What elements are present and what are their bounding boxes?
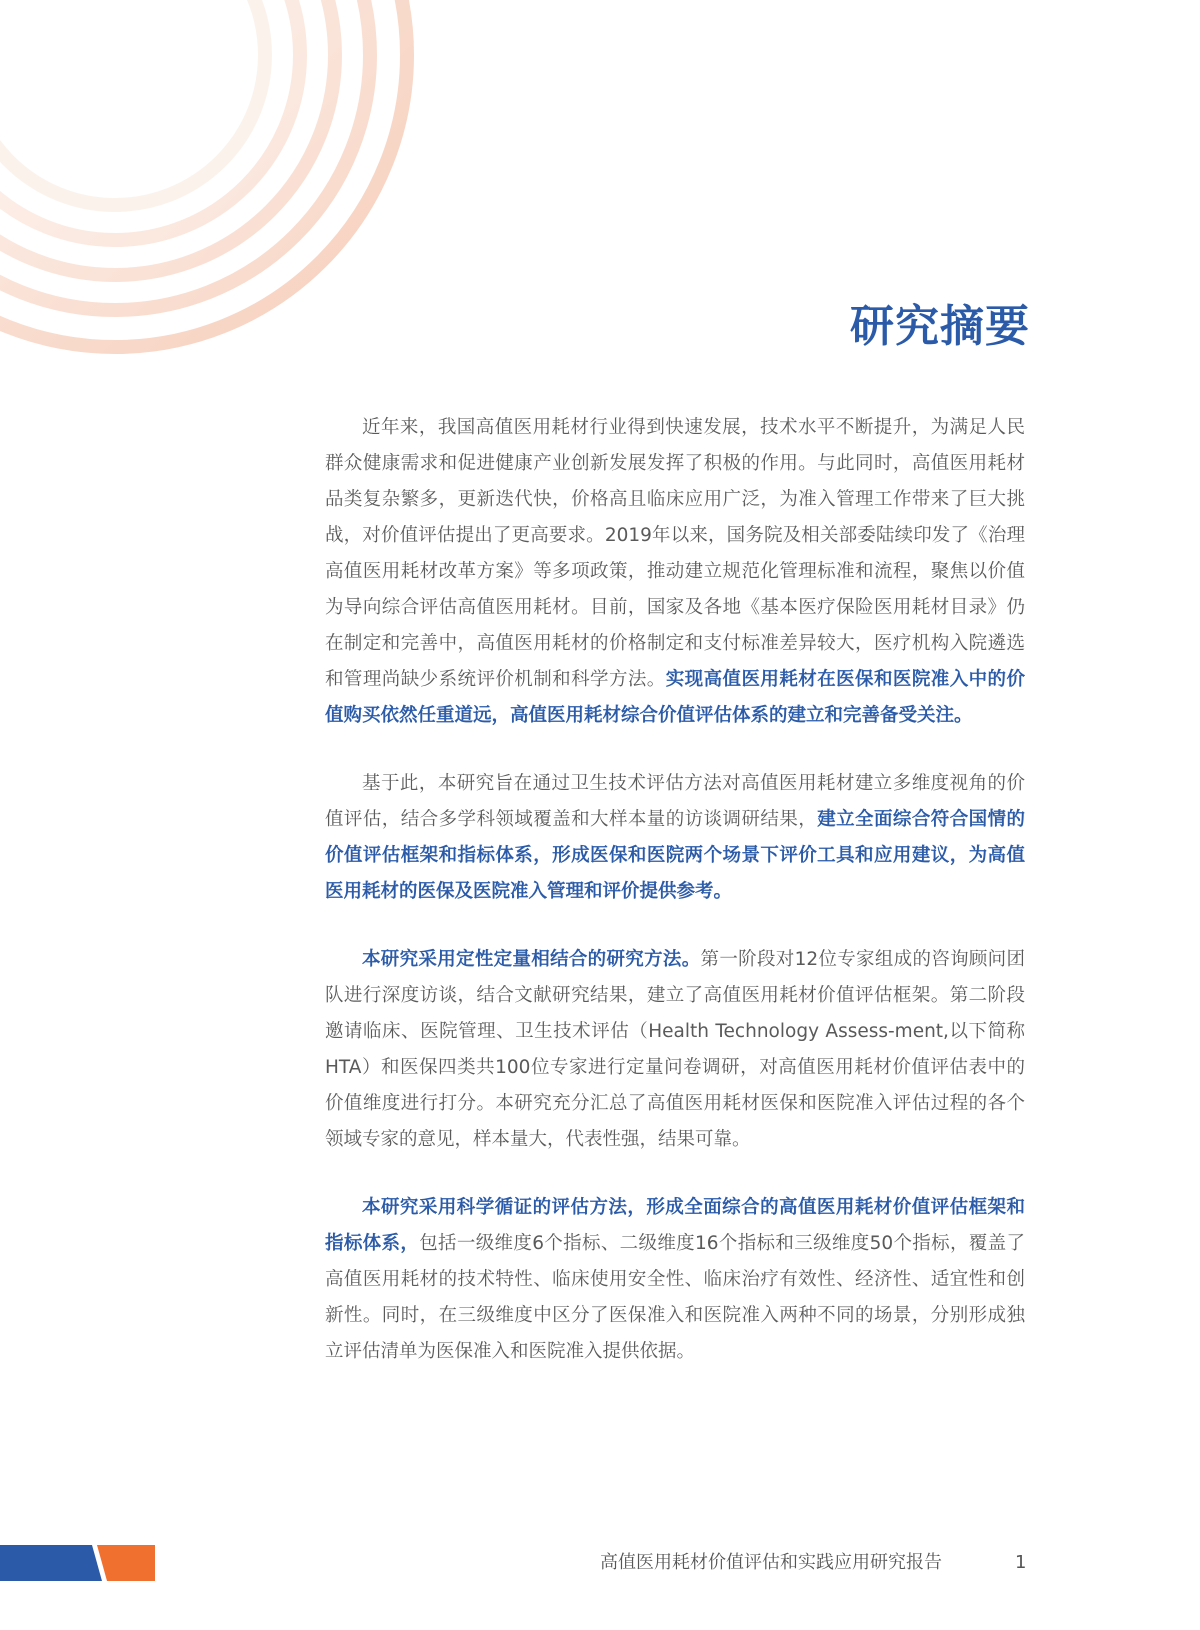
- paragraph-highlight: 实现高值医用耗材在医保和医院准入中的价值购买依然任重道远，高值医用耗材综合价值评估体系的建立和完善备受关注。: [325, 669, 1025, 726]
- paragraph-text: 近年来，我国高值医用耗材行业得到快速发展，技术水平不断提升，为满足人民群众健康需求和促进健康产业创新发展发挥了积极的作用。与此同时，高值医用耗材品类复杂繁多，更新迭代快，价格高且临床应用广泛，为准入管理工作带来了巨大挑战，对价值评估提出了更高要求。2019年以来，国务院及相关部委陆续印发了《治理高值医用耗材改革方案》等多项政策，推动建立规范化管理标准和流程，聚焦以价值为导向综合评估高值医用耗材。目前，国家及各地《基本医疗保险医用耗材目录》仍在制定和完善中，高值医用耗材的价格制定和支付标准差异较大，医疗机构入院遴选和管理尚缺少系统评价机制和科学方法。: [325, 417, 1025, 690]
- paragraph-highlight: 本研究采用科学循证的评估方法，形成全面综合的高值医用耗材价值评估框架和指标体系，: [325, 1197, 1025, 1254]
- paragraph-highlight: 本研究采用定性定量相结合的研究方法。: [362, 949, 701, 970]
- paragraph-highlight: 建立全面综合符合国情的价值评估框架和指标体系，形成医保和医院两个场景下评价工具和应用建议，为高值医用耗材的医保及医院准入管理和评价提供参考。: [325, 809, 1025, 902]
- paragraph-background: [325, 410, 1025, 734]
- page-number: 1: [1015, 1552, 1027, 1573]
- page-title: 研究摘要: [850, 301, 1030, 352]
- paragraph-text: 第一阶段对12位专家组成的咨询顾问团队进行深度访谈，结合文献研究结果，建立了高值医用耗材价值评估框架。第二阶段邀请临床、医院管理、卫生技术评估（Health Technology Assess-ment,以下简称HTA）和医保四类共100位专家进行定量问卷调研，对高值医用耗材价值评估表中的价值维度进行打分。本研究充分汇总了高值医用耗材医保和医院准入评估过程的各个领域专家的意见，样本量大，代表性强，结果可靠。: [325, 949, 1025, 1150]
- paragraph-purpose: [325, 766, 1025, 910]
- paragraph-results: [325, 1190, 1025, 1370]
- decorative-concentric-arcs: [0, 0, 440, 400]
- footer-report-title: 高值医用耗材价值评估和实践应用研究报告: [600, 1552, 942, 1573]
- paragraph-text: 包括一级维度6个指标、二级维度16个指标和三级维度50个指标，覆盖了高值医用耗材的技术特性、临床使用安全性、临床治疗有效性、经济性、适宜性和创新性。同时，在三级维度中区分了医保准入和医院准入两种不同的场景，分别形成独立评估清单为医保准入和医院准入提供依据。: [325, 1233, 1025, 1362]
- paragraph-methods: [325, 942, 1025, 1158]
- abstract-body: [325, 410, 1025, 1402]
- footer-color-band: [0, 1545, 155, 1581]
- paragraph-text: 基于此，本研究旨在通过卫生技术评估方法对高值医用耗材建立多维度视角的价值评估，结合多学科领域覆盖和大样本量的访谈调研结果，: [325, 773, 1025, 830]
